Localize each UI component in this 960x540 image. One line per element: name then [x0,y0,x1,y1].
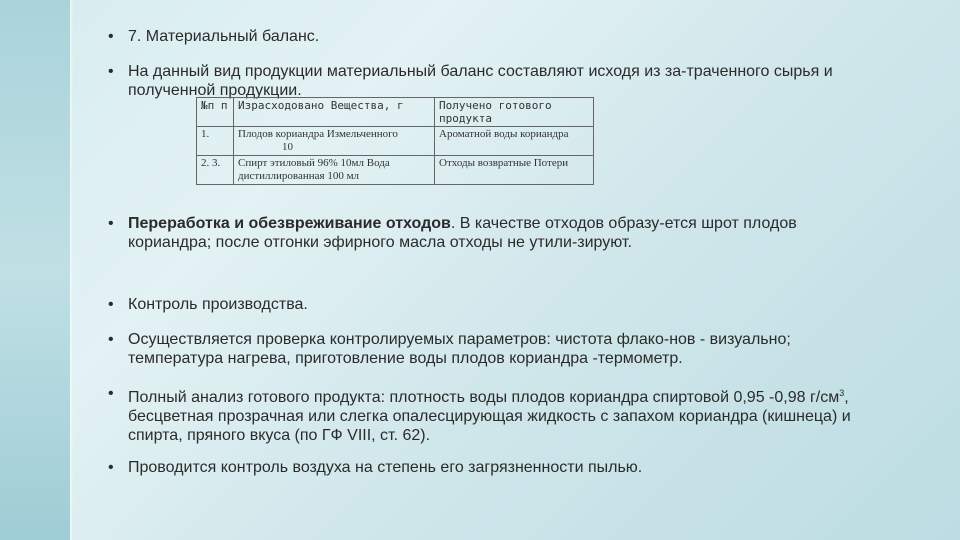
bullet-dot: • [108,28,114,45]
cell-spent: Спирт этиловый 96% 10мл Вода дистиллированная 100 мл [234,156,435,185]
spent-quantity: 10 [282,141,293,153]
bullet-text-continued: , бесцветная прозрачная или слегка опалесцирующая жидкость с запахом кориандра (кишнеца) и спирта, пряного вкуса (по ГФ VIII, ст. 62). [128,389,851,444]
superscript: 3 [839,388,845,398]
table-row [197,156,594,185]
bullet-dot: • [108,385,114,402]
header-number: №п п [197,98,234,127]
bullet-full-analysis [108,384,888,445]
table-row [197,127,594,156]
bullet-text: Осуществляется проверка контролируемых параметров: чистота флако-нов - визуально; температура нагрева, приготовление воды плодов кориандра -термометр. [128,331,791,367]
decorative-band-edge [70,0,73,540]
bullet-dot: • [108,331,114,348]
material-balance-table [196,97,594,185]
cell-number: 1. [197,127,234,156]
cell-spent [234,127,435,156]
bullet-dot: • [108,63,114,80]
bullet-air-control [108,458,642,477]
bullet-text: Полный анализ готового продукта: плотность воды плодов кориандра спиртовой 0,95 -0,98 г/см [128,389,840,406]
bullet-balance-description [108,62,908,100]
table-header-row [197,98,594,127]
bullet-text: 7. Материальный баланс. [128,28,320,45]
header-obtained: Получено готового продукта [435,98,594,127]
bullet-text: Контроль производства. [128,296,308,313]
bullet-production-control [108,295,308,314]
bullet-material-balance [108,27,319,46]
bullet-text: На данный вид продукции материальный баланс составляют исходя из за-траченного сырья и полученной продукции. [128,63,833,99]
bullet-bold-heading: Переработка и обезвреживание отходов [128,215,451,232]
bullet-dot: • [108,296,114,313]
cell-number: 2. 3. [197,156,234,185]
bullet-waste-processing [108,214,808,252]
bullet-text: Проводится контроль воздуха на степень его загрязненности пылью. [128,459,643,476]
cell-obtained: Отходы возвратные Потери [435,156,594,185]
bullet-text: . В качестве отходов образу-ется шрот плодов кориандра; после отгонки эфирного масла отходы не утили-зируют. [128,215,797,251]
spent-substance: Плодов кориандра Измельченного [238,128,398,140]
bullet-dot: • [108,215,114,232]
bullet-dot: • [108,459,114,476]
bullet-parameter-check [108,330,888,368]
cell-obtained: Ароматной воды кориандра [435,127,594,156]
header-spent: Израсходовано Вещества, г [234,98,435,127]
decorative-left-band [0,0,70,540]
